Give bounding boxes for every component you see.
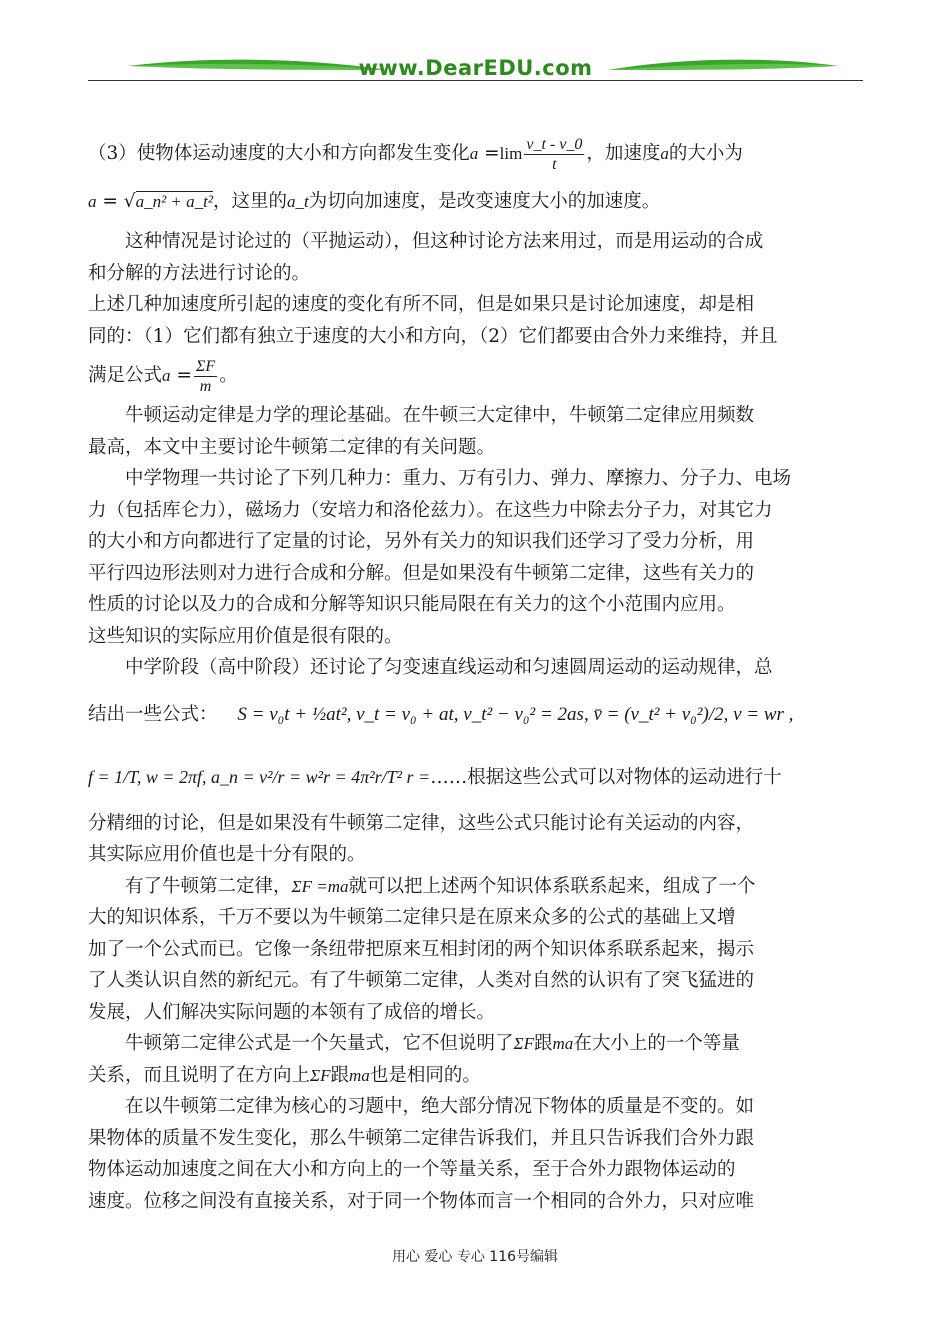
math-symbol: ma xyxy=(349,1065,370,1085)
paragraph-line xyxy=(88,1060,863,1092)
paragraph-line: 大的知识体系，千万不要以为牛顿第二定律只是在原来众多的公式的基础上又增 xyxy=(88,907,736,928)
text: 也是相同的。 xyxy=(369,1064,481,1086)
paragraph-line: 的大小和方向都进行了定量的讨论，另外有关力的知识我们还学习了受力分析，用 xyxy=(88,531,755,552)
math-symbol: a xyxy=(88,192,97,211)
paragraph-line xyxy=(88,871,863,903)
text: 满足公式 xyxy=(88,365,163,386)
text: 为切向加速度，是改变速度大小的加速度。 xyxy=(308,191,661,212)
text: 关系，而且说明了在方向上 xyxy=(88,1064,311,1086)
paragraph-line: 性质的讨论以及力的合成和分解等知识只能局限在有关力的这个小范围内应用。 xyxy=(88,594,736,615)
paragraph-line: 在以牛顿第二定律为核心的习题中，绝大部分情况下物体的质量是不变的。如 xyxy=(125,1096,755,1117)
paragraph-line: 力（包括库仑力），磁场力（安培力和洛伦兹力）。在这些力中除去分子力，对其它力 xyxy=(88,499,773,521)
math-fraction xyxy=(524,135,584,174)
text: ，加速度 xyxy=(586,143,661,164)
paragraph-line: a = √a_n² + a_t²，这里的a_t为切向加速度，是改变速度大小的加速度。 xyxy=(88,191,661,212)
math-symbol: ΣF xyxy=(310,1065,331,1085)
paragraph-line: 这种情况是讨论过的（平抛运动），但这种讨论方法来用过，而是用运动的合成 xyxy=(125,231,764,252)
text: 结出一些公式： xyxy=(88,703,218,725)
text: 牛顿第二定律公式是一个矢量式，它不但说明了 xyxy=(125,1033,514,1054)
math-kinematics-formulas: S = v₀t + ½at², v_t = v₀ + at, v_t² − v₀² = 2as, v̄ = (v_t² + v₀²)/2, v = wr , xyxy=(237,703,794,725)
paragraph-line: 物体运动加速度之间在大小和方向上的一个等量关系，至于合外力跟物体运动的 xyxy=(88,1159,736,1180)
math-symbol: a xyxy=(469,144,479,163)
text: 跟 xyxy=(534,1033,553,1054)
math-fraction xyxy=(194,357,217,396)
paragraph-line: 了人类认识自然的新纪元。有了牛顿第二定律，人类对自然的认识有了突飞猛进的 xyxy=(88,970,755,991)
text: 就可以把上述两个知识体系联系起来，组成了一个 xyxy=(348,875,756,897)
paragraph-line: 和分解的方法进行讨论的。 xyxy=(88,262,311,284)
paragraph-line xyxy=(88,746,863,808)
fraction-denominator: m xyxy=(199,377,212,395)
math-circular-formulas: f = 1/T, w = 2πf, a_n = v²/r = w²r = 4π²r/T² r = xyxy=(88,766,431,787)
text: ……根据这些公式可以对物体的运动进行十 xyxy=(430,766,782,788)
math-symbol: ma xyxy=(552,1034,574,1053)
fraction-numerator: v_t - v_0 xyxy=(526,135,583,153)
math-radicand: a_n² + a_t² xyxy=(135,192,213,211)
site-url[interactable]: www.DearEDU.com xyxy=(358,56,593,80)
text: 在大小上的一个等量 xyxy=(573,1033,740,1054)
paragraph-line: 加了一个公式而已。它像一条纽带把原来互相封闭的两个知识体系联系起来，揭示 xyxy=(88,938,755,960)
paragraph-line xyxy=(88,1028,863,1060)
math-symbol: ΣF xyxy=(513,1034,535,1053)
paragraph-line: 上述几种加速度所引起的速度的变化有所不同，但是如果只是讨论加速度，却是相 xyxy=(88,294,755,315)
paragraph-line: 其实际应用价值也是十分有限的。 xyxy=(88,844,366,865)
paragraph-line: 同的：（1）它们都有独立于速度的大小和方向，（2）它们都要由合外力来维持，并且 xyxy=(88,325,778,347)
paragraph-line: 果物体的质量不发生变化，那么牛顿第二定律告诉我们，并且只告诉我们合外力跟 xyxy=(88,1127,755,1149)
text: 有了牛顿第二定律， xyxy=(125,875,292,897)
math-symbol: a_t xyxy=(286,192,309,211)
header-divider xyxy=(88,80,863,81)
math-symbol: a xyxy=(660,144,669,163)
paragraph-line: 平行四边形法则对力进行合成和分解。但是如果没有牛顿第二定律，这些有关力的 xyxy=(88,562,755,584)
page-footer: 用心 爱心 专心 116号编辑 xyxy=(391,1249,559,1265)
paragraph-line: （3）使物体运动速度的大小和方向都发生变化a =lim $\frac{v\_t - v\_0}{t}$ ，加速度a的大小为 xyxy=(88,135,743,173)
paragraph-line: 这些知识的实际应用价值是很有限的。 xyxy=(88,625,403,647)
text: 跟 xyxy=(330,1064,350,1086)
paragraph-line: 速度。位移之间没有直接关系，对于同一个物体而言一个相同的合外力，只对应唯 xyxy=(88,1190,755,1212)
paragraph-line: 分精细的讨论，但是如果没有牛顿第二定律，这些公式只能讨论有关运动的内容， xyxy=(88,812,755,834)
paragraph-line: 发展，人们解决实际问题的本领有了成倍的增长。 xyxy=(88,1001,496,1023)
math-lim: lim xyxy=(499,144,523,163)
paragraph-line: 牛顿运动定律是力学的理论基础。在牛顿三大定律中，牛顿第二定律应用频数 xyxy=(125,405,755,426)
text: 的大小为 xyxy=(668,143,743,164)
text: （3）使物体运动速度的大小和方向都发生变化 xyxy=(88,143,470,164)
paragraph-line xyxy=(88,684,863,746)
paragraph-line: 满足公式a = $\frac{\Sigma F}{m}$ 。 xyxy=(88,357,238,395)
paragraph-line: 中学物理一共讨论了下列几种力：重力、万有引力、弹力、摩擦力、分子力、电场 xyxy=(125,468,792,489)
fraction-denominator: t xyxy=(552,155,557,173)
paragraph-line: 最高，本文中主要讨论牛顿第二定律的有关问题。 xyxy=(88,436,496,458)
text: ，这里的 xyxy=(212,191,287,212)
text: 。 xyxy=(219,365,238,386)
fraction-numerator: ΣF xyxy=(195,357,216,375)
document-body xyxy=(88,130,863,1217)
paragraph-line: 中学阶段（高中阶段）还讨论了匀变速直线运动和匀速圆周运动的运动规律，总 xyxy=(125,657,773,678)
math-symbol: a xyxy=(162,366,171,385)
math-formula: ΣF =ma xyxy=(291,876,349,896)
